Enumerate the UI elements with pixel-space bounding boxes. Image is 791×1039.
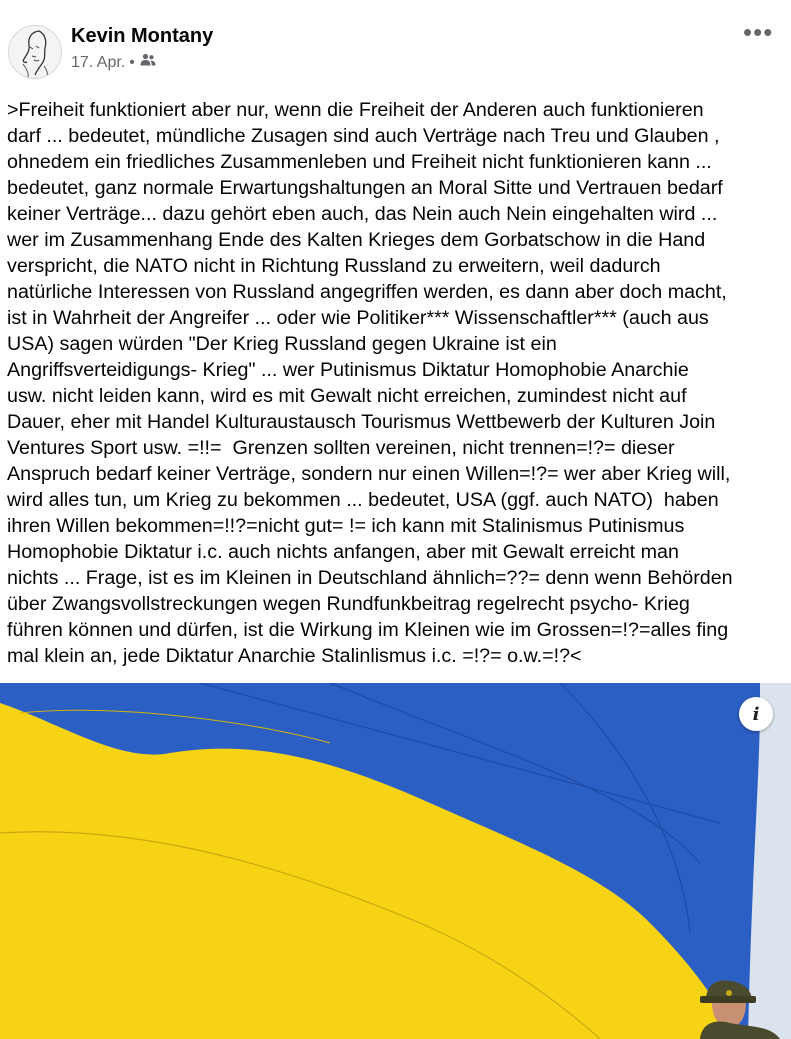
post-header [0, 0, 791, 90]
author-name[interactable]: Kevin Montany [71, 25, 214, 47]
ukrainian-flag-photo [0, 683, 791, 1039]
info-icon[interactable]: i [739, 697, 773, 731]
avatar-sketch [9, 26, 61, 78]
friends-icon[interactable] [140, 53, 156, 73]
meta-separator: • [129, 54, 135, 71]
post-meta [71, 53, 156, 73]
more-options-icon[interactable]: ••• [743, 17, 774, 47]
post-image[interactable] [0, 683, 791, 1039]
post-date[interactable]: 17. Apr. [71, 54, 126, 71]
post-text: >Freiheit funktioniert aber nur, wenn die Freiheit der Anderen auch funktionieren darf ... bedeutet, mündliche Zusagen sind auch Verträge nach Treu und Glauben , ohnedem ein friedliches Zusammenleben und Freiheit nicht funktionieren kann ... bedeutet, ganz normale Erwartungshaltungen an Moral Sitte und Vertrauen bedarf keiner Verträge... dazu gehört eben auch, das Nein auch Nein eingehalten wird ... wer im Zusammenhang Ende des Kalten Krieges dem Gorbatschow in die Hand verspricht, die NATO nicht in Richtung Russland zu erweitern, weil dadurch natürliche Interessen von Russland angegriffen werden, es dann aber doch macht, ist in Wahrheit der Angreifer ... oder wie Politiker*** Wissenschaftler*** (auch aus USA) sagen würden "Der Krieg Russland gegen Ukraine ist ein Angriffsverteidigungs- Krieg" ... wer Putinismus Diktatur Homophobie Anarchie usw. nicht leiden kann, wird es mit Gewalt nicht erreichen, zumindest nicht auf Dauer, eher mit Handel Kulturaustausch Tourismus Wettbewerb der Kulturen Join Ventures Sport usw. =!!= Grenzen sollten vereinen, nicht trennen=!?= dieser Anspruch bedarf keiner Verträge, sondern nur einen Willen=!?= wer aber Krieg will, wird alles tun, um Krieg zu bekommen ... bedeutet, USA (ggf. auch NATO) haben ihren Willen bekommen=!!?=nicht gut= != ich kann mit Stalinismus Putinismus Homophobie Diktatur i.c. auch nichts anfangen, aber mit Gewalt erreicht man nichts ... Frage, ist es im Kleinen in Deutschland ähnlich=??= denn wenn Behörden über Zwangsvollstreckungen wegen Rundfunkbeitrag regelrecht psycho- Krieg führen können und dürfen, ist die Wirkung im Kleinen wie im Grossen=!?=alles fing mal klein an, jede Diktatur Anarchie Stalinlismus i.c. =!?= o.w.=!?< [7, 99, 733, 667]
author-avatar[interactable] [8, 25, 62, 79]
